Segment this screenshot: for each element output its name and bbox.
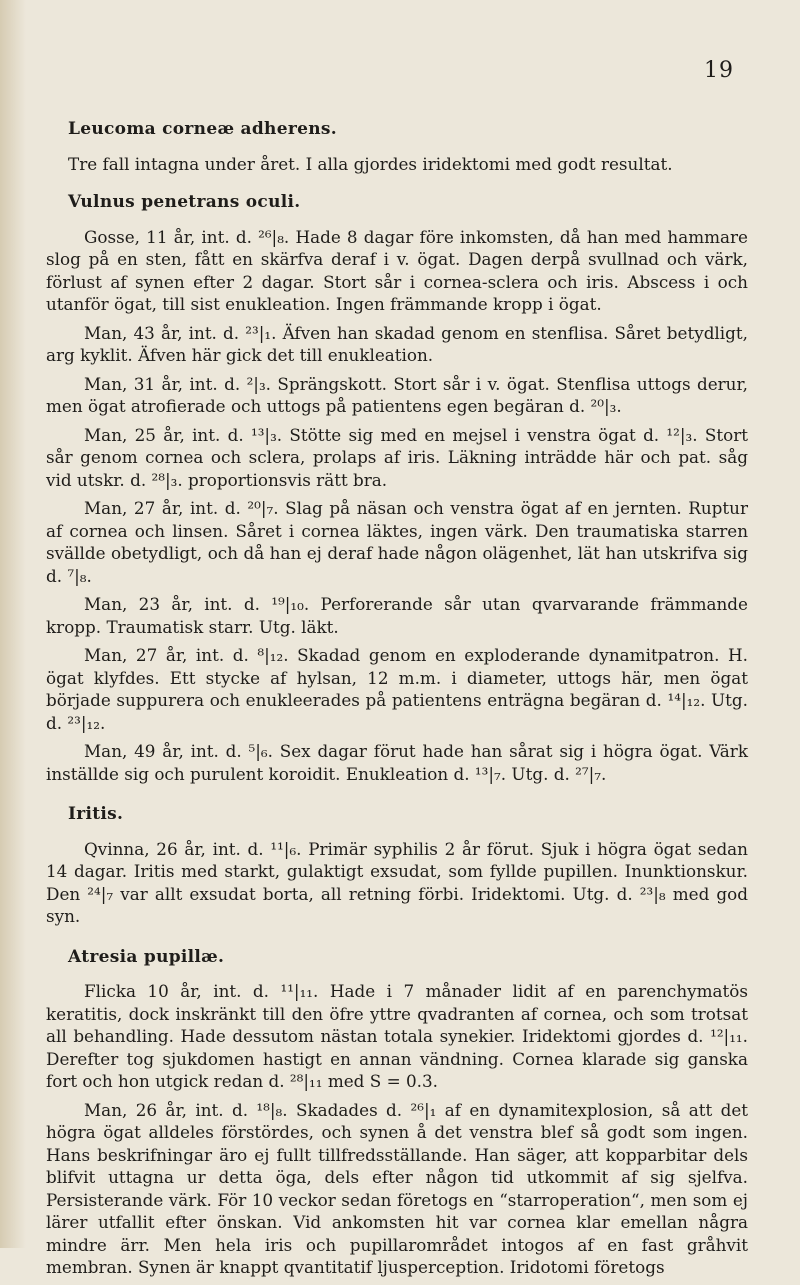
page-body — [46, 118, 748, 1285]
page-edge-shadow — [0, 0, 26, 1248]
section-heading-leucoma: Leucoma corneæ adherens. — [68, 119, 337, 139]
section-heading-atresia: Atresia pupillæ. — [68, 946, 225, 967]
case-paragraph: Man, 43 år, int. d. ²³|₁. Äfven han skadad genom en stenflisa. Såret betydligt, arg kyklit. Äfven här gick det till enukleation. — [46, 322, 748, 365]
paragraph: Tre fall intagna under året. I alla gjordes iridektomi med godt resultat. — [68, 153, 673, 174]
case-paragraph: Gosse, 11 år, int. d. ²⁶|₈. Hade 8 dagar före inkomsten, då han med hammare slog på en sten, fått en skärfva deraf i v. ögat. Dagen derpå svullnad och värk, förlust af synen efter 2 dagar. Stort sår i cornea-sclera och iris. Abscess i och utanför ögat, till sist enukleation. Ingen främmande kropp i ögat. — [46, 226, 748, 314]
case-paragraph: Man, 26 år, int. d. ¹⁸|₈. Skadades d. ²⁶|₁ af en dynamitexplosion, så att det högra ögat alldeles förstördes, och synen å det venstra blef så godt som ingen. Hans beskrifningar äro ej fullt tillfredsställande. Han säger, att kopparbitar dels blifvit uttagna ur detta öga, dels efter någon tid utkommit af sig sjelfva. Persisterande värk. För 10 veckor sedan företogs en “starroperation“, men som ej lärer utfallit efter önskan. Vid ankomsten hit var cornea klar emellan några mindre ärr. Men hela iris och pupillarområdet intogos af en fast gråhvit membran. Synen är knappt qvantitatif ljusperception. Iridotomi företogs — [46, 1099, 748, 1277]
case-paragraph: Man, 23 år, int. d. ¹⁹|₁₀. Perforerande sår utan qvarvarande främmande kropp. Traumatisk starr. Utg. läkt. — [46, 594, 748, 637]
page-number: 19 — [704, 58, 734, 83]
case-paragraph: Man, 27 år, int. d. ⁸|₁₂. Skadad genom en exploderande dynamitpatron. H. ögat klyfdes. Ett stycke af hylsan, 12 m.m. i diameter, uttogs här, men ögat började suppurera och enukleerades på patientens enträgna begäran d. ¹⁴|₁₂. Utg. d. ²³|₁₂. — [46, 645, 748, 733]
case-paragraph: Man, 27 år, int. d. ²⁰|₇. Slag på näsan och venstra ögat af en jernten. Ruptur af cornea och linsen. Såret i cornea läktes, ingen värk. Den traumatiska starren svällde obetydligt, och då han ej deraf hade någon olägenhet, lät han utskrifva sig d. ⁷|₈. — [46, 498, 748, 586]
case-paragraph: Man, 49 år, int. d. ⁵|₆. Sex dagar förut hade han sårat sig i högra ögat. Värk inställde sig och purulent koroidit. Enukleation d. ¹³|₇. Utg. d. ²⁷|₇. — [46, 741, 748, 784]
case-paragraph: Qvinna, 26 år, int. d. ¹¹|₆. Primär syphilis 2 år förut. Sjuk i högra ögat sedan 14 dagar. Iritis med starkt, gulaktigt exsudat, som fyllde pupillen. Inunktionskur. Den ²⁴|₇ var allt exsudat borta, all retning förbi. Iridektomi. Utg. d. ²³|₈ med god syn. — [46, 838, 748, 926]
section-heading-iritis: Iritis. — [68, 804, 124, 824]
section-heading-vulnus: Vulnus penetrans oculi. — [68, 192, 301, 212]
case-paragraph: Man, 25 år, int. d. ¹³|₃. Stötte sig med en mejsel i venstra ögat d. ¹²|₃. Stort sår genom cornea och sclera, prolaps af iris. Läkning inträdde här och pat. såg vid utskr. d. ²⁸|₃. proportionsvis rätt bra. — [46, 424, 748, 490]
case-paragraph: Flicka 10 år, int. d. ¹¹|₁₁. Hade i 7 månader lidit af en parenchymatös keratitis, dock inskränkt till den öfre yttre qvadranten af cornea, och som trotsat all behandling. Hade dessutom nästan totala synekier. Iridektomi gjordes d. ¹²|₁₁. Derefter tog sjukdomen hastigt en annan vändning. Cornea klarade sig ganska fort och hon utgick redan d. ²⁸|₁₁ med S = 0.3. — [46, 981, 748, 1091]
case-paragraph: Man, 31 år, int. d. ²|₃. Sprängskott. Stort sår i v. ögat. Stenflisa uttogs derur, men ögat atrofierade och uttogs på patientens egen begäran d. ²⁰|₃. — [46, 373, 748, 416]
